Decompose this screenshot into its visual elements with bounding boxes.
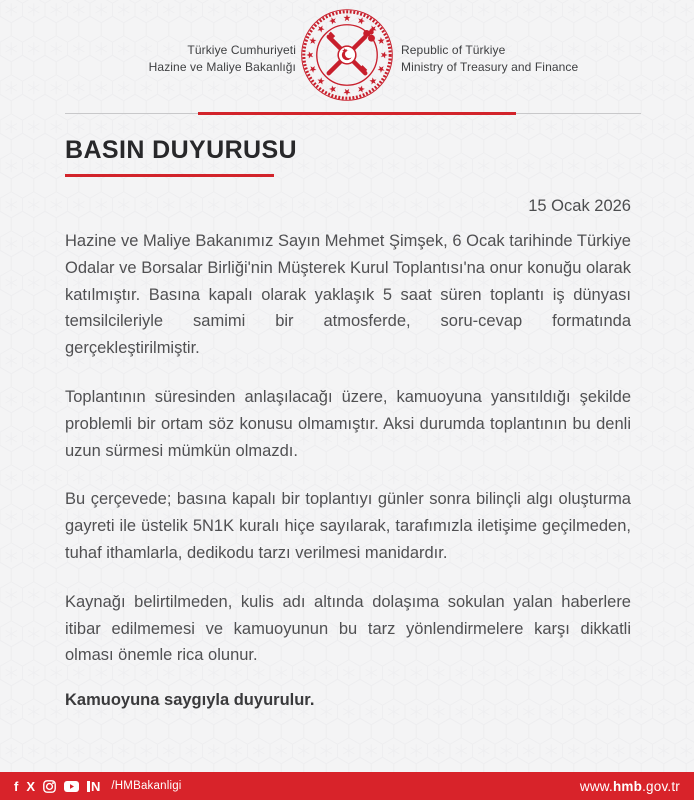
paragraph-2: Toplantının süresinden anlaşılacağı üzere, kamuoyuna yansıtıldığı şekilde problemli bir ortam söz konusu olmamıştır. Aksi durumda toplantının bu denli uzun sürmesi mümkün olmazdı. bbox=[65, 387, 631, 460]
ministry-name-en-line1: Republic of Türkiye bbox=[401, 43, 506, 57]
website-url bbox=[580, 779, 680, 794]
ministry-name-turkish bbox=[149, 42, 296, 76]
ministry-name-tr-line2: Hazine ve Maliye Bakanlığı bbox=[148, 60, 296, 74]
footer-bar bbox=[0, 772, 694, 800]
paragraph-1: Hazine ve Maliye Bakanımız Sayın Mehmet Şimşek, 6 Ocak tarihinde Türkiye Odalar ve Borsalar Birliği'nin Müşterek Kurul Toplantısı'na onur konuğu olarak katılmıştır. Basına kapalı olarak yaklaşık 5 saat süren toplantı iş dünyası temsilcileriyle samimi bir atmosferde, soru-cevap formatında gerçekleştirilmiştir. bbox=[65, 232, 631, 358]
facebook-icon: f bbox=[14, 778, 19, 794]
ministry-name-tr-line1: Türkiye Cumhuriyeti bbox=[187, 43, 296, 57]
instagram-icon bbox=[43, 780, 56, 793]
header-divider bbox=[65, 112, 641, 115]
youtube-icon bbox=[64, 781, 79, 792]
ministry-seal-logo bbox=[299, 7, 395, 103]
release-date: 15 Ocak 2026 bbox=[528, 197, 631, 215]
website-suffix: .gov.tr bbox=[642, 778, 680, 794]
ministry-name-english bbox=[401, 42, 578, 76]
x-icon: X bbox=[26, 778, 36, 794]
paragraph-3: Bu çerçevede; basına kapalı bir toplantıyı günler sonra bilinçli algı oluşturma gayreti ile üstelik 5N1K kuralı hiçe sayılarak, tarafımızla iletişime geçilmeden, tuhaf ithamlarla, dedikodu tarzı verilmesi manidardır. bbox=[65, 490, 631, 562]
paragraphs bbox=[65, 228, 631, 669]
paragraph-4: Kaynağı belirtilmeden, kulis adı altında dolaşıma sokulan yalan haberlere itibar edilmemesi ve kamuoyunun bu tarz yönlendirmelere karşı dikkatli olması önemle rica olunur. bbox=[65, 592, 631, 665]
website-prefix: www. bbox=[579, 778, 613, 794]
social-handle: /HMBakanligi bbox=[111, 780, 182, 792]
header bbox=[0, 0, 694, 112]
social-links bbox=[14, 780, 182, 793]
website-domain: hmb bbox=[612, 778, 643, 794]
page-title: BASIN DUYURUSU bbox=[65, 136, 298, 164]
divider-red-line bbox=[198, 112, 516, 115]
ministry-name-en-line2: Ministry of Treasury and Finance bbox=[401, 60, 579, 74]
press-release-body bbox=[65, 136, 631, 710]
title-underline bbox=[65, 174, 274, 177]
nsosyal-icon: N bbox=[87, 780, 100, 793]
closing-statement: Kamuoyuna saygıyla duyurulur. bbox=[65, 691, 315, 710]
